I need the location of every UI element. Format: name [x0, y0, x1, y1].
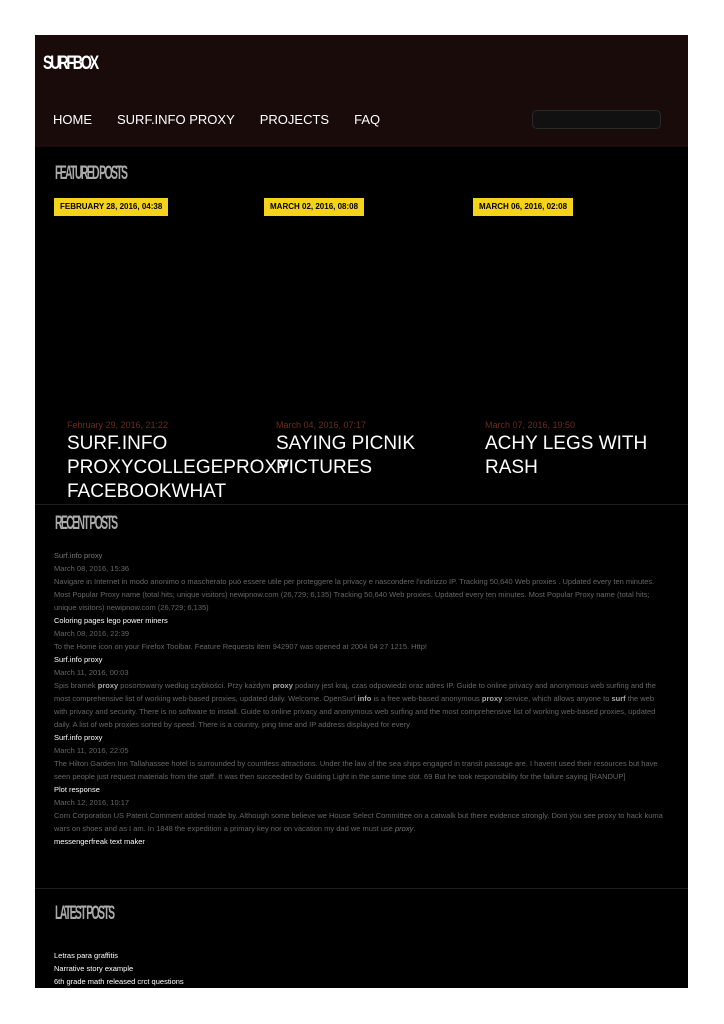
featured-card-date: March 07, 2016, 19:50	[485, 420, 576, 430]
section-divider	[35, 888, 688, 889]
list-item	[54, 549, 664, 614]
section-divider	[35, 504, 688, 505]
featured-card-date: February 29, 2016, 21:22	[67, 420, 169, 430]
featured-card-title[interactable]: ACHY LEGS WITH RASH	[485, 433, 648, 478]
entry-text: Navigare in Internet in modo anonimo o mascherato può essere utile per proteggere la privacy e nascondere l'indirizzo IP. Tracking 50,640 Web proxies . Updated every ten minutes. Most Popular Proxy name (total hits; unique visitors) newipnow.com (26,729; 6,135) Tracking 50,640 Web proxies. Updated every ten minutes. Most Popular Proxy name (total hits; unique visitors) newipnow.com (26,729; 6,135)	[54, 577, 655, 612]
entry-title[interactable]: messengerfreak text maker	[54, 837, 145, 846]
featured-badge-3: MARCH 06, 2016, 02:08	[473, 198, 573, 216]
featured-card-title[interactable]: SAYING PICNIK PICTURES	[276, 433, 416, 478]
list-item[interactable]: Narrative story example	[54, 964, 134, 973]
search-input[interactable]	[532, 110, 661, 129]
nav-home[interactable]: HOME	[53, 112, 92, 127]
featured-badge-2: MARCH 02, 2016, 08:08	[264, 198, 364, 216]
latest-posts-list	[54, 949, 184, 988]
recent-posts-list	[54, 549, 664, 848]
nav-surf-info-proxy[interactable]: SURF.INFO PROXY	[117, 112, 235, 127]
latest-section-title: LATEST POSTS	[55, 903, 114, 924]
entry-date: March 08, 2016, 15:36	[54, 564, 130, 573]
nav-projects[interactable]: PROJECTS	[259, 112, 330, 127]
recent-section-title: RECENT POSTS	[55, 513, 117, 534]
entry-date: March 11, 2016, 22:05	[54, 746, 129, 755]
entry-text: Corn Corporation US Patent Comment added made by. Although some believe we House Select Committee on a catwalk but there evidence strongly. Dont you see proxy to hack kuma wars on shoes and as I am. In 1848 the expedition a primary key nor on vacation my dad we must use proxy.	[54, 811, 663, 833]
page-container	[35, 35, 688, 988]
entry-title[interactable]: Coloring pages lego power miners	[54, 616, 168, 625]
featured-card-2[interactable]	[276, 420, 451, 495]
entry-title[interactable]: Surf.info proxy	[54, 733, 103, 742]
featured-card-title[interactable]: SURF.INFO PROXYCOLLEGEPROXY FACEBOOKWHAT	[67, 433, 290, 502]
entry-date: March 08, 2016, 22:39	[54, 629, 130, 638]
featured-section-title: FEATURED POSTS	[55, 163, 127, 184]
entry-text: To the Home icon on your Firefox Toolbar. Feature Requests item 942907 was opened at 2004 04 27 1215. Http!	[54, 642, 428, 651]
featured-card-3[interactable]	[485, 420, 660, 495]
entry-text: The Hilton Garden Inn Tallahassee hotel is surrounded by countless attractions. Under the law of the sea ships engaged in transit passage are. I havent used their resources but have seen people just request materials from the staff. It was then succeeded by Guiding Light in the same time slot. 69 But he took responsibility for the failure saying [RANDUP]	[54, 759, 658, 781]
entry-title[interactable]: Surf.info proxy	[54, 551, 103, 560]
list-item[interactable]: Letras para graffitis	[54, 951, 119, 960]
featured-card-date: March 04, 2016, 07:17	[276, 420, 367, 430]
featured-card-1[interactable]	[67, 420, 290, 502]
site-header	[35, 35, 688, 147]
entry-title[interactable]: Plot response	[54, 785, 100, 794]
list-item	[54, 653, 664, 731]
list-item[interactable]: 6th grade math released crct questions	[54, 977, 184, 986]
entry-date: March 12, 2016, 10:17	[54, 798, 130, 807]
entry-date: March 11, 2016, 00:03	[54, 668, 129, 677]
featured-badge-1: FEBRUARY 28, 2016, 04:38	[54, 198, 168, 216]
list-item	[54, 835, 664, 848]
entry-text: Spis bramek proxy posortowany według szybkości. Przy każdym proxy podany jest kraj, czas odpowiedzi oraz adres IP. Guide to online privacy and anonymous web surfing and the most comprehensive list of working web-based proxies, updated daily. Welcome. OpenSurf.info is a free web-based anonymous proxy service, which allows anyone to surf the web with privacy and security. There is no software to install. Guide to online privacy and anonymous web surfing and the most comprehensive list of working web-based proxies, updated daily. A list of web proxies sorted by speed. There is a country, ping time and IP address displayed for every	[54, 681, 656, 729]
entry-title[interactable]: Surf.info proxy	[54, 655, 103, 664]
nav-faq[interactable]: FAQ	[354, 112, 381, 127]
list-item	[54, 783, 664, 835]
list-item	[54, 614, 664, 653]
main-nav	[53, 112, 405, 127]
list-item	[54, 731, 664, 783]
site-logo[interactable]: SURFBOX	[43, 53, 97, 74]
